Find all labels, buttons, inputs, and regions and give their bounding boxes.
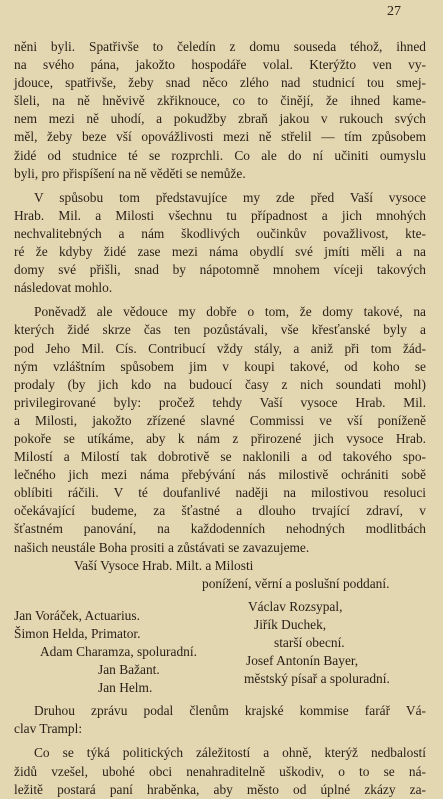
text-line: Druhou zprávu podal členům krajské kommise farář Vá- bbox=[34, 703, 426, 719]
signature-left: Adam Charamza, spoluradní. bbox=[40, 644, 197, 659]
text-line: židé od studnice té se rozprchli. Co ale do ní učiniti oumyslu bbox=[14, 147, 426, 163]
signature-right: městský písař a spoluradní. bbox=[244, 671, 390, 687]
text-line: očekávající budeme, za šťastné a dlouho trvající zdraví, v bbox=[14, 503, 426, 519]
signature-right: starší obecní. bbox=[274, 635, 345, 650]
text-line: kterých židé skrze čas ten pozůstávali, vše křesťanské byly a bbox=[14, 322, 426, 338]
signature-left: Jan Voráček, Actuarius. bbox=[14, 607, 140, 623]
text-line: V spůsobu tom představujíce my zde před Vaší vysoce bbox=[34, 189, 426, 205]
text-line: ným vzláštním spůsobem jim v koupi takové, od koho se bbox=[14, 358, 426, 374]
text-line: Hrab. Mil. a Milosti všechnu tu případnost a jich mnohých bbox=[14, 207, 426, 223]
text-line: pokoře se utíkáme, aby k nám z přirozené jich vysoce Hrab. bbox=[14, 430, 426, 446]
text-line: byli, pro přispíšení na ně věděti se nemůže. bbox=[14, 165, 246, 181]
signature-right: Josef Antonín Bayer, bbox=[246, 653, 359, 669]
text-line: šleli, na ně hněvivě zkřiknouce, co to činějí, že ihned kame- bbox=[14, 93, 426, 109]
text-line: měl, žeby beze vší opovážlivosti mezi ně střelil — tím způsobem bbox=[14, 129, 426, 145]
paragraph-1 bbox=[14, 38, 426, 183]
text-line: něni byli. Spatřivše to čeledín z domu souseda téhož, ihned bbox=[14, 39, 426, 54]
final-paragraph bbox=[14, 744, 426, 798]
closing-humble: ponížení, věrní a poslušní poddaní. bbox=[202, 575, 390, 591]
text-line: Poněvadž ale vědouce my dobře o tom, že domy takové, na bbox=[34, 304, 426, 320]
report-paragraph bbox=[14, 702, 426, 738]
paragraph-2 bbox=[14, 189, 426, 298]
text-line: šťastném panování, na každodenních nehodných modlitbách bbox=[14, 521, 426, 537]
body-text bbox=[14, 38, 426, 799]
text-line: jdouce, spatřivše, žeby snad něco zlého nad studnicí tou smej- bbox=[14, 75, 426, 91]
text-line: Co se týká politických záležitostí a ohně, kterýž nedbalostí bbox=[34, 745, 426, 761]
text-line: domy své přišli, snad by nápotomně mnohem víceji takových bbox=[14, 262, 426, 278]
page-number: 27 bbox=[387, 4, 401, 19]
text-line: pod Jeho Mil. Cís. Contribucí vždy stály, a aniž při tom žád- bbox=[14, 340, 426, 356]
signature-right: Jiřík Duchek, bbox=[254, 616, 327, 632]
signature-left: Jan Bažant. bbox=[98, 662, 160, 678]
text-line: nem mezi ně uhodí, a pokudžby zbraň jakou v rukouch svých bbox=[14, 111, 426, 127]
paragraph-3 bbox=[14, 303, 426, 556]
signature-right: Václav Rozsypal, bbox=[248, 598, 343, 614]
text-line: lečného jich mezi náma přebývání nás milostivě ochrániti sobě bbox=[14, 467, 426, 483]
text-line: židů vzešel, ubohé obci nenahraditelně uškodiv, o to se ná- bbox=[14, 763, 426, 779]
closing-salutation: Vaší Vysoce Hrab. Milt. a Milosti bbox=[74, 557, 254, 573]
text-line: prodaly (by jich kdo na budoucí časy z nich soundati mohl) bbox=[14, 376, 426, 392]
text-line: oblíbiti ráčili. V té doufanlivé naději na milostivou resoluci bbox=[14, 485, 426, 501]
closing bbox=[14, 557, 426, 593]
signature-left: Jan Helm. bbox=[98, 680, 153, 696]
text-line: našich neustále Boha prositi a zůstávati se zavazujeme. bbox=[14, 539, 310, 555]
text-line: a Milosti, jakožto zřízené slavné Commissi ve vší poníženě bbox=[14, 412, 426, 428]
text-line: Milostí a Milostí tak dobrotivě se naklonili a od takového spo- bbox=[14, 449, 426, 465]
text-line: na svého pána, jakožto hospodáře volal. Kterýžto ven vy- bbox=[14, 57, 426, 73]
text-line: následovat mohlo. bbox=[14, 280, 113, 296]
text-line: ležitě postará paní hraběnka, aby město od úplné zkázy za- bbox=[14, 781, 426, 797]
signature-left: Šimon Helda, Primator. bbox=[14, 625, 141, 641]
text-line: nechvalitebných a nám škodlivých oučinkův považlivost, kte- bbox=[14, 225, 426, 241]
text-line: ré že kdyby židé zase mezi náma obydlí své jmíti měli a na bbox=[14, 244, 426, 260]
text-line: clav Trampl: bbox=[14, 721, 83, 737]
signature-block bbox=[14, 598, 426, 696]
text-line: privilegirované byly: pročež tehdy Vaší vysoce Hrab. Mil. bbox=[14, 394, 426, 410]
